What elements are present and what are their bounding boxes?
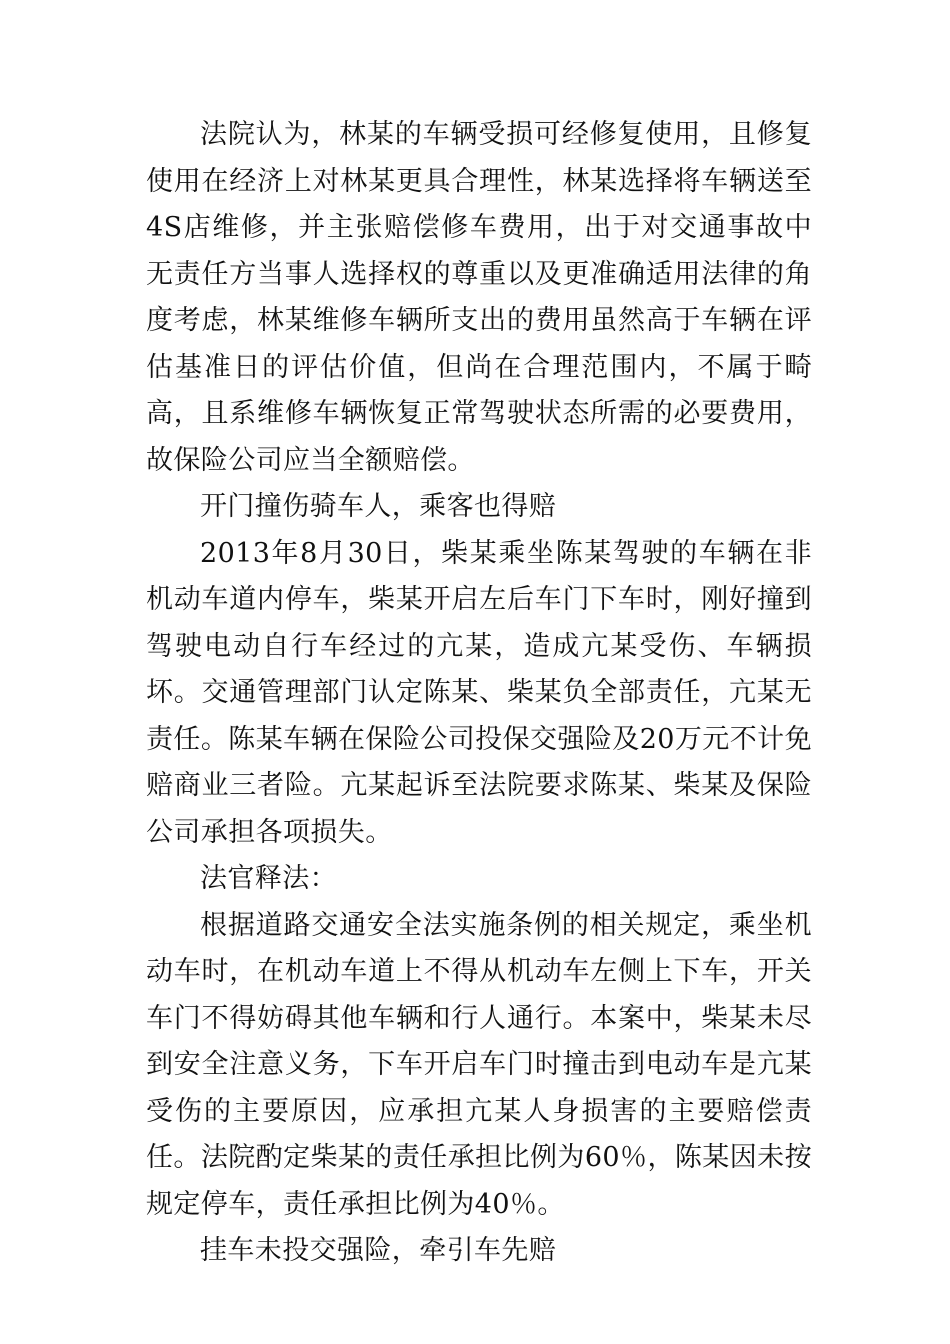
paragraph-case-facts: 2013年8月30日，柴某乘坐陈某驾驶的车辆在非机动车道内停车，柴某开启左后车门下车时，刚好撞到驾驶电动自行车经过的亢某，造成亢某受伤、车辆损坏。交通管理部门认定陈某、柴某负全部责任，亢某无责任。陈某车辆在保险公司投保交强险及20万元不计免赔商业三者险。亢某起诉至法院要求陈某、柴某及保险公司承担各项损失。 (146, 537, 812, 848)
section-heading-door-opening: 开门撞伤骑车人，乘客也得赔 (200, 491, 557, 522)
section-heading-trailer: 挂车未投交强险，牵引车先赔 (200, 1235, 557, 1266)
document-body (146, 112, 812, 1275)
paragraph-legal-analysis: 根据道路交通安全法实施条例的相关规定，乘坐机动车时，在机动车道上不得从机动车左侧上下车，开关车门不得妨碍其他车辆和行人通行。本案中，柴某未尽到安全注意义务，下车开启车门时撞击到电动车是亢某受伤的主要原因，应承担亢某人身损害的主要赔偿责任。法院酌定柴某的责任承担比例为60％，陈某因未按规定停车，责任承担比例为40％。 (146, 909, 812, 1220)
section-label-judge-explanation: 法官释法： (200, 863, 337, 894)
paragraph-court-opinion: 法院认为，林某的车辆受损可经修复使用，且修复使用在经济上对林某更具合理性，林某选择将车辆送至4S店维修，并主张赔偿修车费用，出于对交通事故中无责任方当事人选择权的尊重以及更准确适用法律的角度考虑，林某维修车辆所支出的费用虽然高于车辆在评估基准日的评估价值，但尚在合理范围内，不属于畸高，且系维修车辆恢复正常驾驶状态所需的必要费用，故保险公司应当全额赔偿。 (146, 119, 812, 476)
